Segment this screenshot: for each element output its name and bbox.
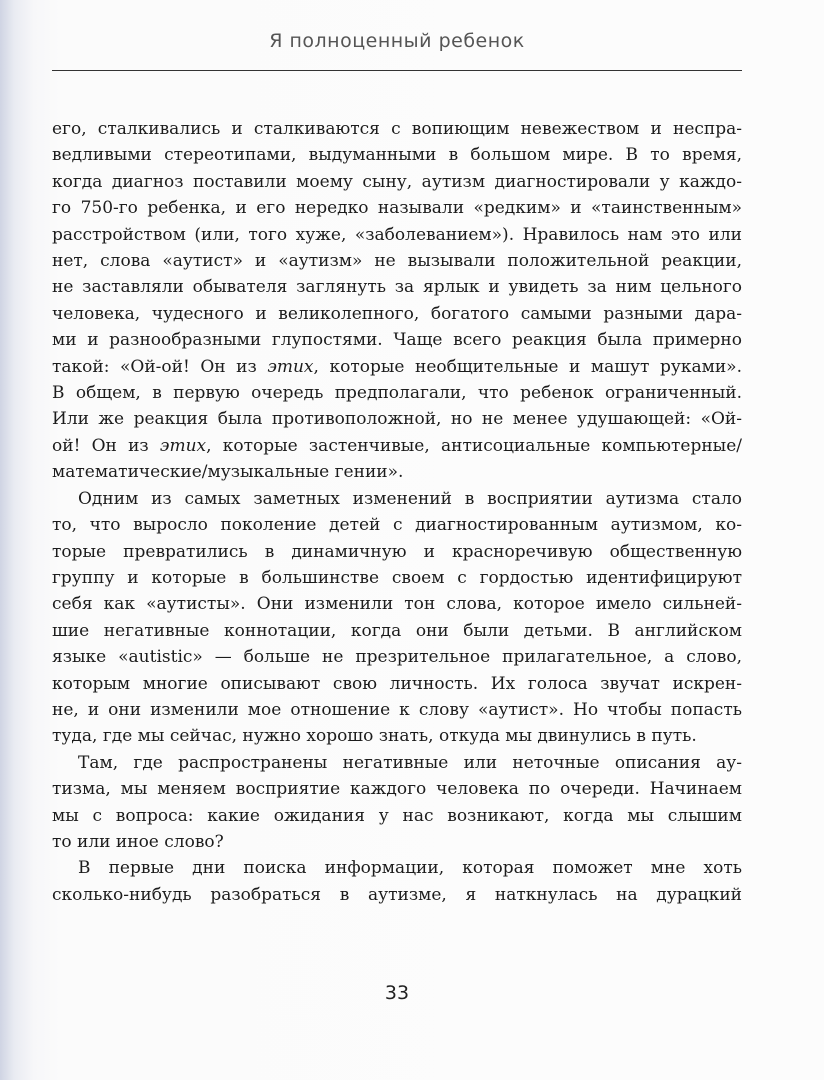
text-line: Одним из самых заметных изменений в восприятии аутизма стало	[78, 488, 742, 509]
emphasis: этих	[159, 435, 207, 456]
text-line: не, и они изменили мое отношение к слову «аутист». Но чтобы попасть	[52, 699, 742, 720]
text-fragment: , которые застенчивые, антисоциальные компьютерные/	[206, 435, 742, 456]
text-line: себя как «аутисты». Они изменили тон слова, которое имело сильней-	[52, 594, 742, 615]
emphasis: этих	[267, 356, 314, 377]
text-fragment: такой: «Ой-ой! Он из	[52, 356, 268, 377]
text-line: то, что выросло поколение детей с диагностированным аутизмом, ко-	[52, 515, 742, 536]
text-line: Там, где распространены негативные или неточные описания ау-	[78, 752, 742, 773]
text-line: человека, чудесного и великолепного, богатого самыми разными дара-	[52, 303, 742, 324]
text-line	[52, 354, 742, 380]
text-line: когда диагноз поставили моему сыну, аутизм диагностировали у каждо-	[52, 171, 742, 192]
text-line: торые превратились в динамичную и красноречивую общественную	[52, 541, 742, 562]
text-line: Или же реакция была противоположной, но не менее удушающей: «Ой-	[52, 409, 742, 430]
text-line: туда, где мы сейчас, нужно хорошо знать, откуда мы двинулись в путь.	[52, 726, 697, 747]
running-head: Я полноценный ребенок	[269, 30, 525, 52]
text-line: тизма, мы меняем восприятие каждого человека по очереди. Начинаем	[52, 779, 742, 800]
text-line: В первые дни поиска информации, которая поможет мне хоть	[78, 858, 742, 879]
text-line	[52, 433, 742, 459]
text-line: сколько-нибудь разобраться в аутизме, я наткнулась на дурацкий	[52, 884, 742, 905]
text-fragment: , которые необщительные и машут руками».	[313, 356, 742, 377]
text-line: ми и разнообразными глупостями. Чаще всего реакция была примерно	[52, 330, 742, 351]
text-line: шие негативные коннотации, когда они были детьми. В английском	[52, 620, 742, 641]
text-line: мы с вопроса: какие ожидания у нас возникают, когда мы слышим	[52, 805, 742, 826]
text-line: которым многие описывают свою личность. Их голоса звучат искрен-	[52, 673, 742, 694]
body-text	[52, 116, 742, 908]
text-line: его, сталкивались и сталкиваются с вопиющим невежеством и неспра-	[52, 119, 742, 139]
text-line: В общем, в первую очередь предполагали, что ребенок ограниченный.	[52, 383, 742, 404]
text-line: группу и которые в большинстве своем с гордостью идентифицируют	[52, 567, 742, 588]
text-line: не заставляли обывателя заглянуть за ярлык и увидеть за ним цельного	[52, 277, 742, 298]
text-fragment: ой! Он из	[52, 435, 160, 456]
text-line: нет, слова «аутист» и «аутизм» не вызывали положительной реакции,	[52, 251, 742, 272]
header-rule	[52, 70, 742, 71]
text-line: математические/музыкальные гении».	[52, 462, 404, 483]
paragraph	[52, 750, 742, 856]
page-number: 33	[384, 982, 410, 1004]
paragraph	[52, 855, 742, 908]
text-line: то или иное слово?	[52, 831, 224, 852]
paragraph	[52, 486, 742, 750]
paragraph	[52, 116, 742, 486]
text-line: языке «autistic» — больше не презрительное прилагательное, а слово,	[52, 647, 742, 668]
text-line: ведливыми стереотипами, выдуманными в большом мире. В то время,	[52, 145, 742, 166]
text-line: го 750-го ребенка, и его нередко называли «редким» и «таинственным»	[52, 198, 742, 219]
text-line: расстройством (или, того хуже, «заболеванием»). Нравилось нам это или	[52, 224, 742, 245]
